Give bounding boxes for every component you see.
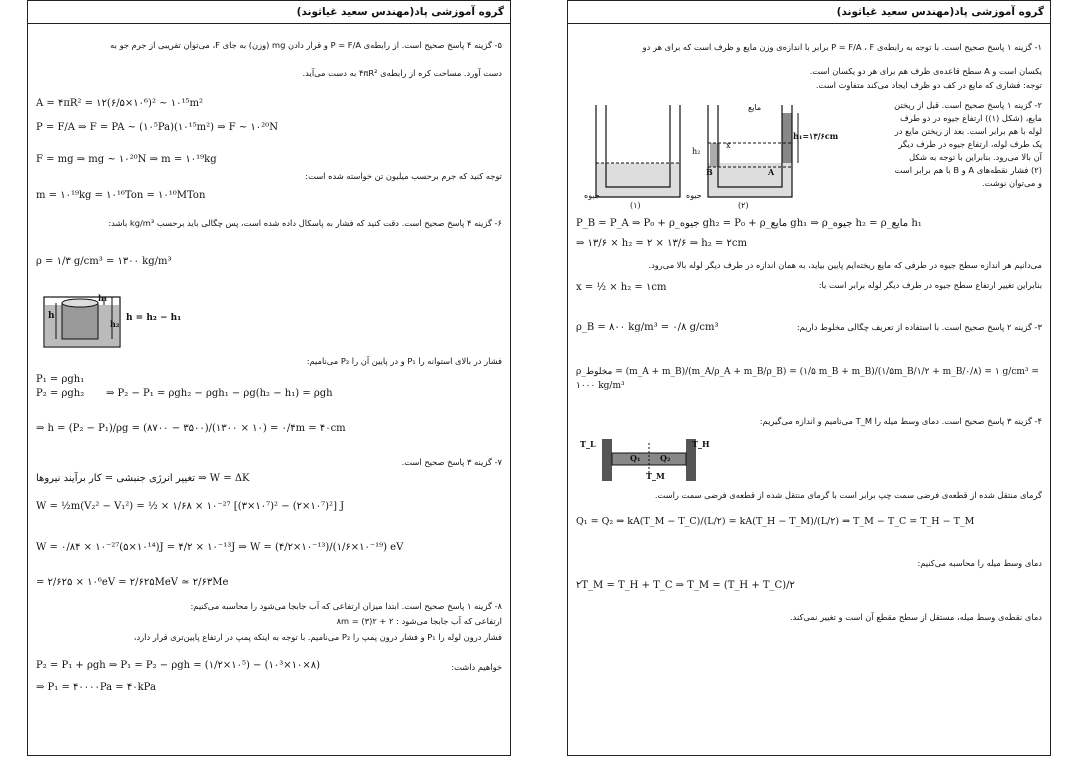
q6-eq-3: ⇒ h = (P₂ − P₁)/ρg = (۸۷۰۰ − ۳۵۰۰)/(۱۳۰۰ × ۱۰) = ۰/۴m = ۴۰cm xyxy=(36,423,346,434)
q7-eq-4: = ۲/۶۲۵ × ۱۰⁶eV = ۲/۶۲۵MeV ≃ ۲/۶۳Me xyxy=(36,577,229,588)
q7-eq-3: W = ۰/۸۴ × ۱۰⁻²⁷(۵×۱۰¹⁴)J = ۴/۲ × ۱۰⁻¹³J ⇒ W = (۴/۲×۱۰⁻¹³)/(۱/۶×۱۰⁻¹⁹) eV xyxy=(36,542,404,553)
fig4-q1: Q₁ xyxy=(630,453,641,463)
q2-text-5: آن بالا می‌رود. بنابراین با توجه به شکل xyxy=(909,152,1042,162)
q8-text-3: فشار درون لوله را P₁ و فشار درون پمپ را P₂ می‌نامیم. با توجه به اینکه پمپ در ارتفاع پایین‌تری قرار دارد، xyxy=(133,632,502,642)
q2-text-6: (۲) فشار نقطه‌های A و B با هم برابر است xyxy=(894,165,1042,175)
q4-text: ۴- گزینه ۳ پاسخ صحیح است. دمای وسط میله را T_M می‌نامیم و اندازه می‌گیریم: xyxy=(759,416,1042,426)
q6-eq-2c: ⇒ P₂ − P₁ = ρgh₂ − ρgh₁ − ρg(h₂ − h₁) = ρgh xyxy=(106,388,333,399)
q1-text-1: ۱- گزینه ۱ پاسخ صحیح است. با توجه به رابطه‌ی P = F/A ، F برابر با اندازه‌ی وزن مایع و ظرف است که برای هر دو xyxy=(642,42,1042,52)
right-page xyxy=(567,0,1051,756)
q2-text-9: بنابراین تغییر ارتفاع سطح جیوه در طرف دیگر لوله برابر است با: xyxy=(818,280,1042,290)
fig4-tm: T_M xyxy=(646,471,665,481)
q8-text-4: خواهیم داشت: xyxy=(451,662,502,672)
fig-mercury-2: جیوه xyxy=(686,191,702,200)
u-tube-figures xyxy=(592,103,812,213)
q3-eq-0: ρ_B = ۸۰۰ kg/m³ = ۰/۸ g/cm³ xyxy=(576,322,719,333)
q4-text-3: دمای وسط میله را محاسبه می‌کنیم: xyxy=(917,558,1042,568)
q6-eq-2a: P₁ = ρgh₁ xyxy=(36,374,85,385)
q7-text: ۷- گزینه ۳ پاسخ صحیح است. xyxy=(401,457,502,467)
q7-eq-2: W = ½m(V₂² − V₁²) = ½ × ۱/۶۸ × ۱۰⁻²⁷ [(۳×۱۰⁷)² − (۲×۱۰⁷)²] J xyxy=(36,501,345,512)
fig-h-relation: h = h₂ − h₁ xyxy=(126,313,182,323)
q5-text-1: ۵- گزینه ۴ پاسخ صحیح است. از رابطه‌ی P = F/A و قرار دادن mg (وزن) به جای F، می‌توان تقریبی از جرم جو به xyxy=(110,40,502,50)
q2-text-2: مایع، (شکل (۱)) ارتفاع جیوه در دو طرف xyxy=(900,113,1042,123)
q5-eq-4: m = ۱۰¹⁹kg = ۱۰¹⁶Ton = ۱۰¹⁰MTon xyxy=(36,190,206,201)
fig-liquid: مایع xyxy=(748,103,762,112)
q5-eq-3: F = mg ⇒ mg ~ ۱۰²⁰N ⇒ m = ۱۰¹⁹kg xyxy=(36,154,217,165)
q6-eq-1: ρ = ۱/۳ g/cm³ = ۱۳۰۰ kg/m³ xyxy=(36,256,172,267)
q3-eq-1: ρ_مخلوط = (m_A + m_B)/(m_A/ρ_A + m_B/ρ_B) = (۱/۵ m_B + m_B)/(۱/۵m_B/۱/۲ + m_B/۰/۸) = ۱ g/cm³ = ۱۰۰۰ kg/m³ xyxy=(576,367,1039,391)
q5-note: توجه کنید که جرم برحسب میلیون تن خواسته شده است: xyxy=(305,171,502,181)
q5-eq-2: P = F/A ⇒ F = PA ~ (۱۰⁵Pa)(۱۰¹⁵m²) ⇒ F ~ ۱۰²⁰N xyxy=(36,122,278,133)
q6-eq-2b: P₂ = ρgh₂ xyxy=(36,388,85,399)
fig-label-2: (۲) xyxy=(738,201,749,210)
fig4-th: T_H xyxy=(692,439,710,449)
q4-eq-1: Q₁ = Q₂ ⇒ kA(T_M − T_C)/(L/۲) = kA(T_H − T_M)/(L/۲) ⇒ T_M − T_C = T_H − T_M xyxy=(576,516,975,527)
q4-text-4: دمای نقطه‌ی وسط میله، مستقل از سطح مقطع آن است و تغییر نمی‌کند. xyxy=(789,612,1042,622)
fig4-q2: Q₂ xyxy=(660,453,671,463)
page-header: گروه آموزشی پاد(مهندس سعید غیاثوند) xyxy=(28,1,510,24)
q1-text-3: توجه: فشاری که مایع در کف دو ظرف ایجاد می‌کند متفاوت است. xyxy=(815,80,1042,90)
q2-text-7: و می‌توان نوشت. xyxy=(982,178,1042,188)
fig-h: h xyxy=(48,311,55,321)
fig-h2: h₂ xyxy=(110,319,120,329)
fig-h2-label: h₂ xyxy=(692,147,701,156)
fig-x-label: x xyxy=(726,141,731,150)
q1-text-2: یکسان است و A سطح قاعده‌ی ظرف هم برای هر دو یکسان است. xyxy=(809,66,1042,76)
fig-mercury-1: جیوه xyxy=(584,191,600,200)
q8-text-1: ۸- گزینه ۱ پاسخ صحیح است. ابتدا میزان ارتفاعی که آب جابجا می‌شود را محاسبه می‌کنیم: xyxy=(190,601,502,611)
fig-h1-label: h₁=۱۳/۶cm xyxy=(793,131,839,141)
q4-eq-2: ۲T_M = T_H + T_C ⇒ T_M = (T_H + T_C)/۲ xyxy=(576,580,795,591)
left-page xyxy=(27,0,511,756)
q2-eq-2: ⇒ ۱۳/۶ × h₂ = ۲ × ۱۳/۶ ⇒ h₂ = ۲cm xyxy=(576,238,747,249)
q5-eq-1: A = ۴πR² = ۱۲(۶/۵×۱۰⁶)² ~ ۱۰¹⁵m² xyxy=(36,98,203,109)
q2-text-8: می‌دانیم هر اندازه سطح جیوه در طرفی که مایع ریخته‌ایم پایین بیاید، به همان اندازه در طرف دیگر لوله بالا می‌رود. xyxy=(648,260,1042,270)
q2-eq-3: x = ½ × h₂ = ۱cm xyxy=(576,282,667,293)
q8-eq-1: P₂ = P₁ + ρgh ⇒ P₁ = P₂ − ρgh = (۱/۲×۱۰⁵) − (۱۰³×۱۰×۸) xyxy=(36,660,321,671)
fig-label-1: (۱) xyxy=(630,201,641,210)
page-header: گروه آموزشی پاد(مهندس سعید غیاثوند) xyxy=(568,1,1050,24)
q2-text-3: لوله با هم برابر است. بعد از ریختن مایع در xyxy=(894,126,1042,136)
fig-h1: h₁ xyxy=(98,293,108,303)
q8-text-2: ارتفاعی که آب جابجا می‌شود : ۲ + ۲(۳) = ۸m xyxy=(336,616,502,626)
q2-text-1: ۲- گزینه ۱ پاسخ صحیح است. قبل از ریختن xyxy=(894,100,1042,110)
fig-point-b: B xyxy=(706,167,713,177)
q3-text: ۳- گزینه ۲ پاسخ صحیح است. با استفاده از تعریف چگالی مخلوط داریم: xyxy=(796,322,1042,332)
fig4-tl: T_L xyxy=(580,439,596,449)
q6-text: ۶- گزینه ۴ پاسخ صحیح است. دقت کنید که فشار به پاسکال داده شده است، پس چگالی باید برحسب kg/m³ باشد: xyxy=(108,218,502,228)
q5-text-2: دست آورد. مساحت کره از رابطه‌ی ۴πR² به دست می‌آید. xyxy=(302,68,502,78)
q2-text-4: یک طرف لوله، ارتفاع جیوه در طرف دیگر xyxy=(898,139,1042,149)
q7-eq-1: تغییر انرژی جنبشی = کار برآیند نیروها ⇒ W = ΔK xyxy=(36,473,250,484)
q2-eq-1: P_B = P_A ⇒ P₀ + ρ_جیوه gh₂ = P₀ + ρ_مایع gh₁ ⇒ ρ_جیوه h₂ = ρ_مایع h₁ xyxy=(576,218,922,229)
fig-point-a: A xyxy=(768,167,775,177)
q6-text-2: فشار در بالای استوانه را P₁ و در پایین آن را P₂ می‌نامیم: xyxy=(306,356,502,366)
q4-text-2: گرمای منتقل شده از قطعه‌ی فرضی سمت چپ برابر است با گرمای منتقل شده از قطعه‌ی فرضی سمت راست. xyxy=(654,490,1042,500)
q8-eq-2: ⇒ P₁ = ۴۰۰۰۰Pa = ۴۰kPa xyxy=(36,682,156,693)
